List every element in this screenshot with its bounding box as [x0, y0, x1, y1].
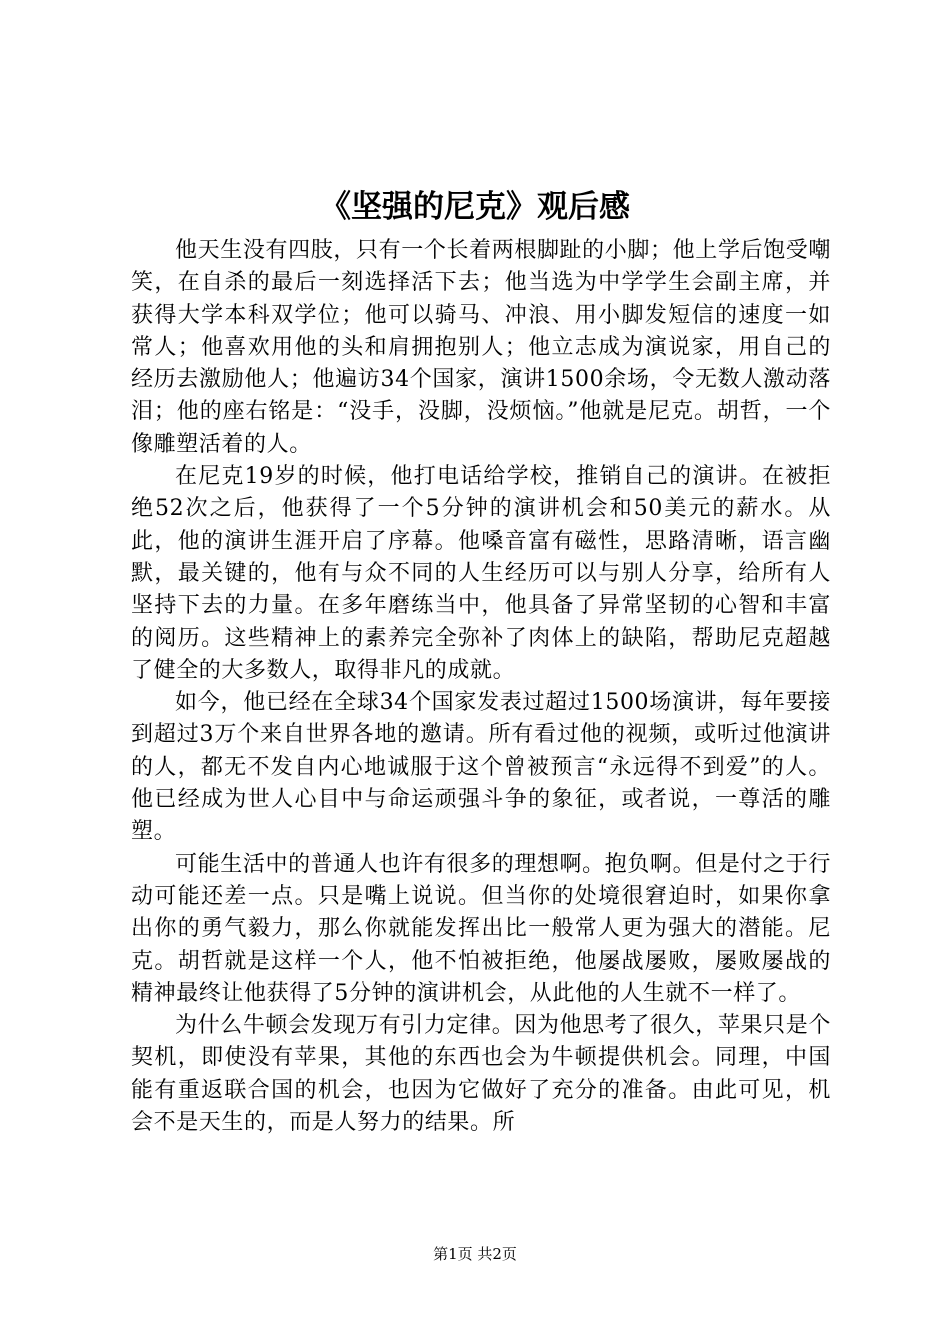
- paragraph-3: 如今，他已经在全球34个国家发表过超过1500场演讲，每年要接到超过3万个来自世界各地的邀请。所有看过他的视频，或听过他演讲的人，都无不发自内心地诚服于这个曾被预言“永远得不到爱”的人。他已经成为世人心目中与命运顽强斗争的象征，或者说，一尊活的雕塑。: [131, 690, 831, 845]
- paragraph-4: 可能生活中的普通人也许有很多的理想啊。抱负啊。但是付之于行动可能还差一点。只是嘴上说说。但当你的处境很窘迫时，如果你拿出你的勇气毅力，那么你就能发挥出比一般常人更为强大的潜能。尼克。胡哲就是这样一个人，他不怕被拒绝，他屡战屡败，屡败屡战的精神最终让他获得了5分钟的演讲机会，从此他的人生就不一样了。: [131, 851, 831, 1006]
- page-number: 第1页 共2页: [433, 1245, 517, 1263]
- paragraph-1: 他天生没有四肢，只有一个长着两根脚趾的小脚；他上学后饱受嘲笑，在自杀的最后一刻选择活下去；他当选为中学学生会副主席，并获得大学本科双学位；他可以骑马、冲浪、用小脚发短信的速度一如常人；他喜欢用他的头和肩拥抱别人；他立志成为演说家，用自己的经历去激励他人；他遍访34个国家，演讲1500余场，令无数人激动落泪；他的座右铭是：“没手，没脚，没烦恼。”他就是尼克。胡哲，一个像雕塑活着的人。: [131, 238, 831, 457]
- paragraph-2: 在尼克19岁的时候，他打电话给学校，推销自己的演讲。在被拒绝52次之后，他获得了一个5分钟的演讲机会和50美元的薪水。从此，他的演讲生涯开启了序幕。他嗓音富有磁性，思路清晰，语言幽默，最关键的，他有与众不同的人生经历可以与别人分享，给所有人坚持下去的力量。在多年磨练当中，他具备了异常坚韧的心智和丰富的阅历。这些精神上的素养完全弥补了肉体上的缺陷，帮助尼克超越了健全的大多数人，取得非凡的成就。: [131, 464, 831, 683]
- document-title: 《坚强的尼克》观后感: [320, 189, 630, 225]
- document-body: [131, 235, 831, 1139]
- page-footer: [0, 1242, 950, 1266]
- paragraph-5: 为什么牛顿会发现万有引力定律。因为他思考了很久，苹果只是个契机，即使没有苹果，其他的东西也会为牛顿提供机会。同理，中国能有重返联合国的机会，也因为它做好了充分的准备。由此可见，机会不是天生的，而是人努力的结果。所: [131, 1013, 831, 1136]
